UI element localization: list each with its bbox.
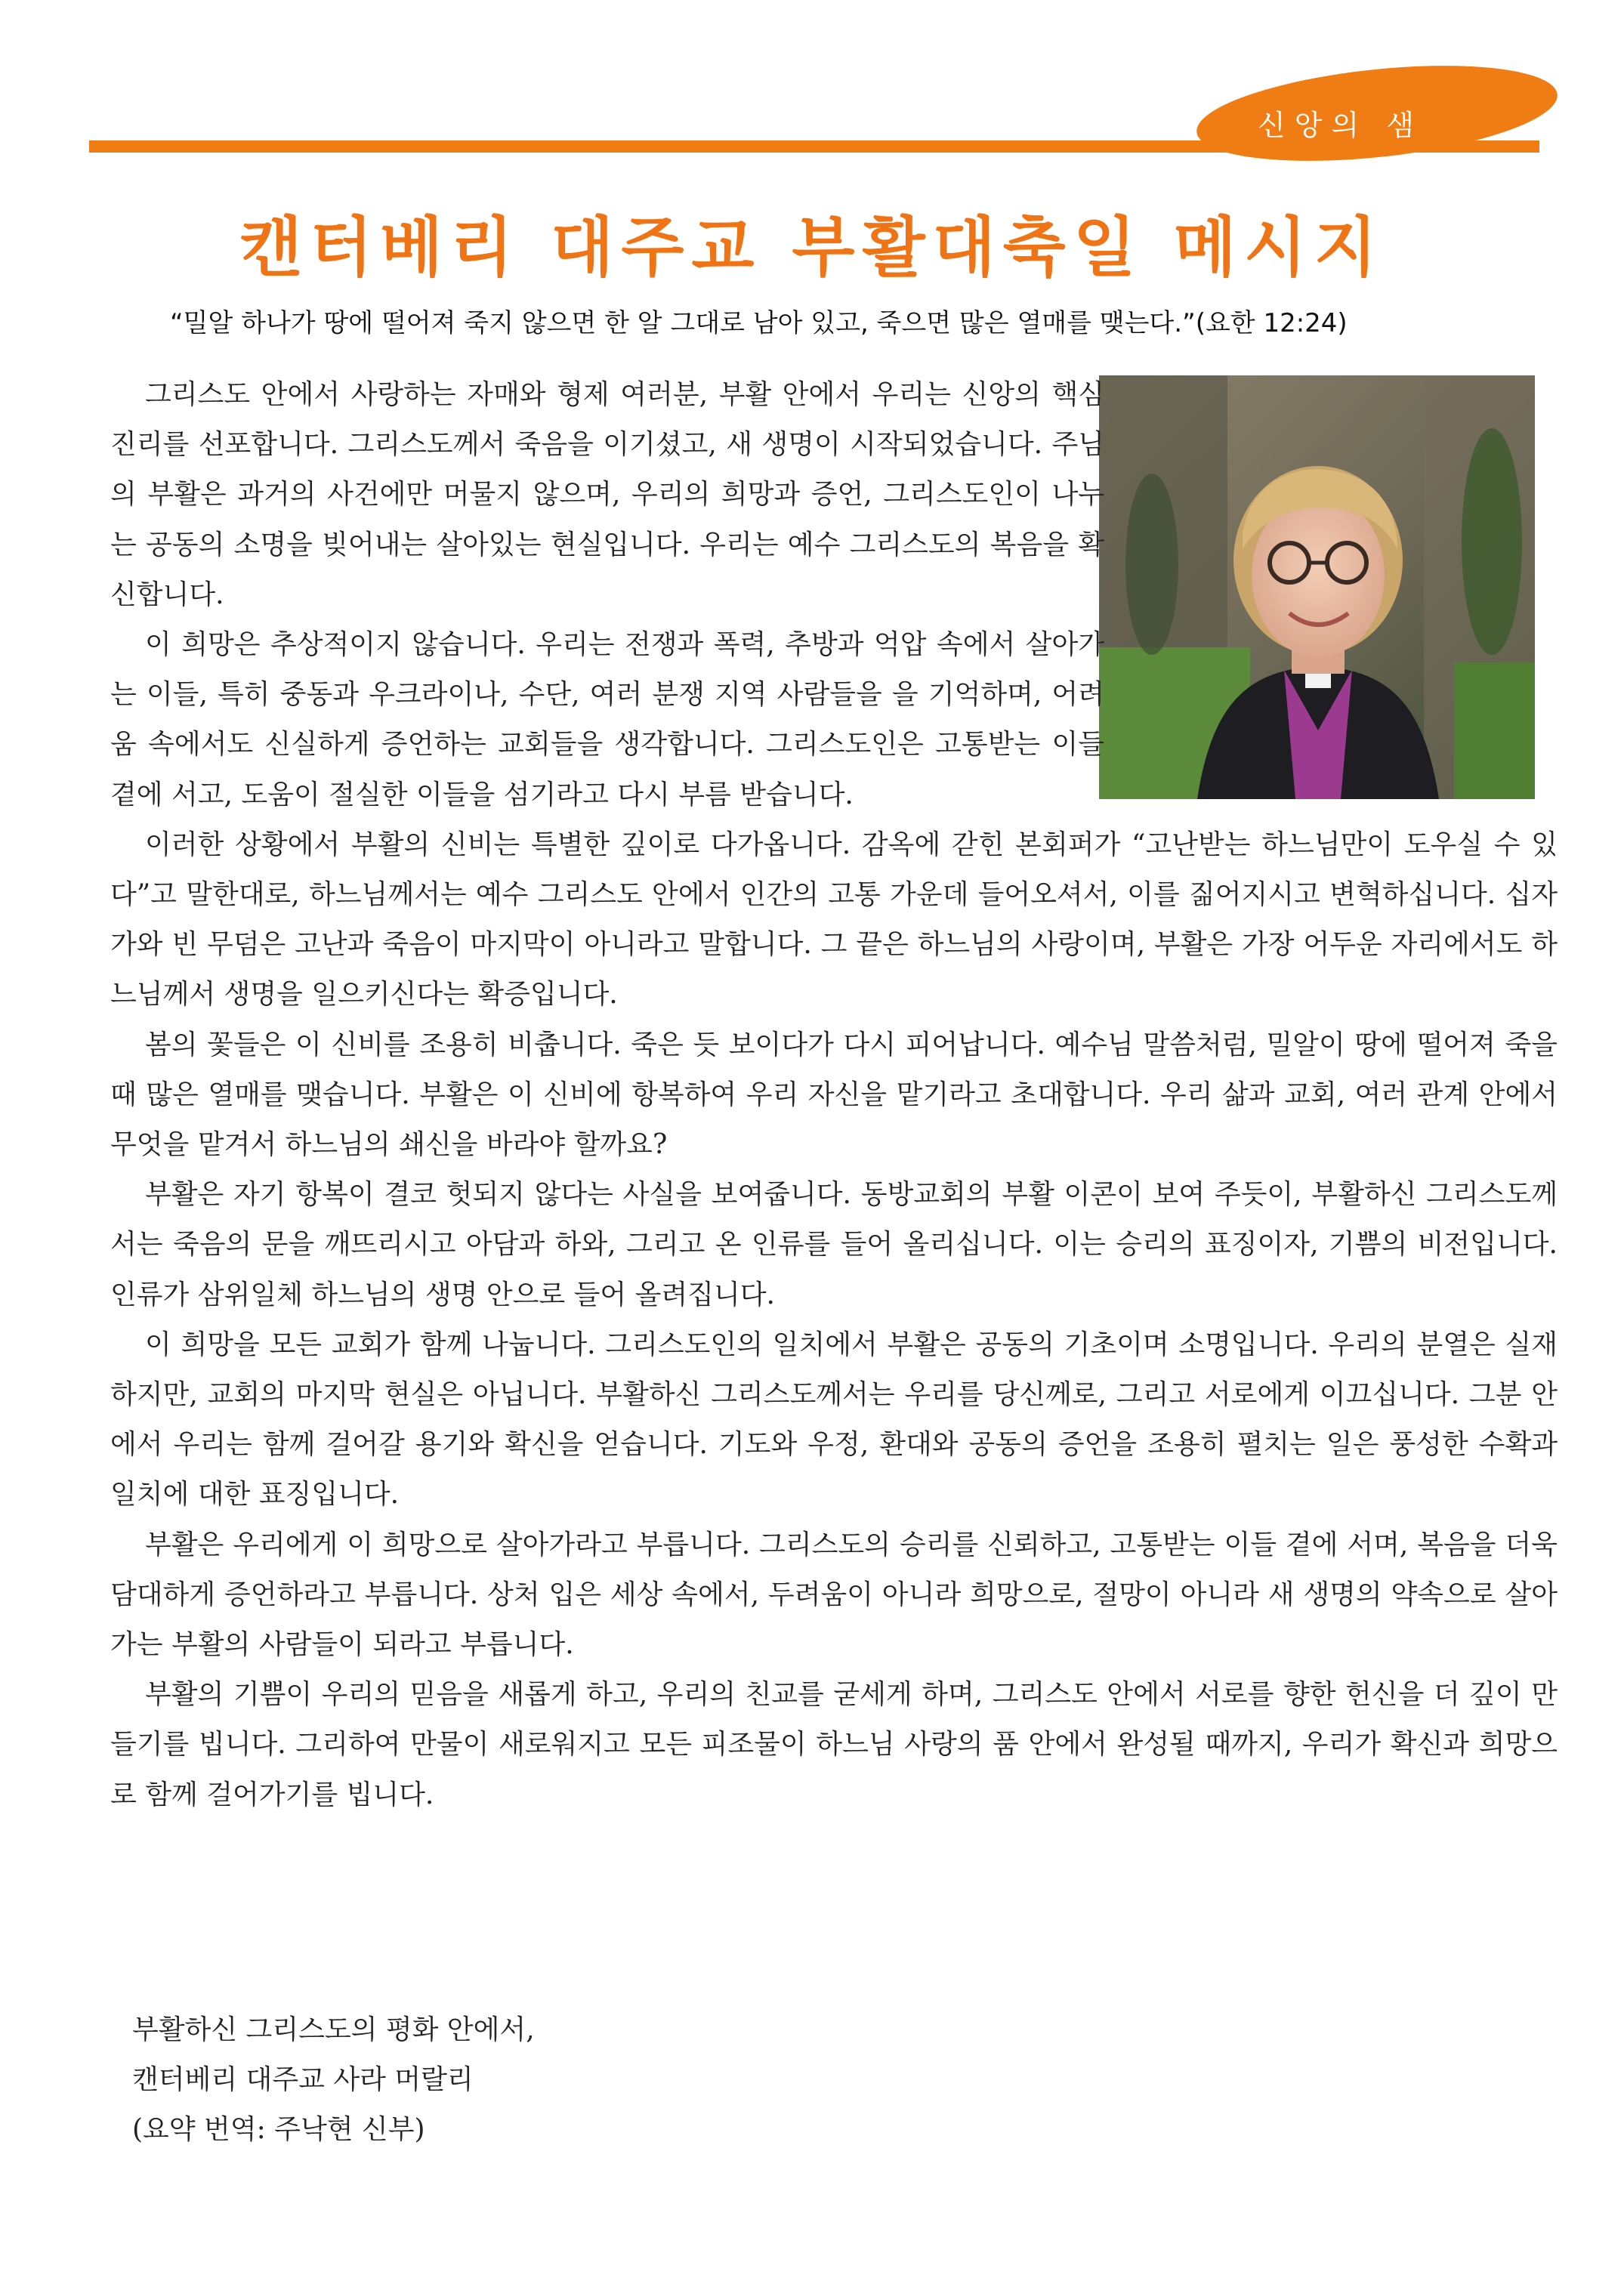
epigraph-quote: “밀알 하나가 땅에 떨어져 죽지 않으면 한 알 그대로 남아 있고, 죽으면 많은 열매를 맺는다.”(요한 12:24): [170, 308, 1348, 338]
page-title: 캔터베리 대주교 부활대축일 메시지: [239, 210, 1385, 286]
section-label: 신앙의 샘: [1258, 109, 1423, 142]
signoff-author: 캔터베리 대주교 사라 머랄리: [132, 2064, 474, 2095]
paragraph: 이러한 상황에서 부활의 신비는 특별한 깊이로 다가옵니다. 감옥에 갇힌 본회퍼가 “고난받는 하느님만이 도우실 수 있다”고 말한대로, 하느님께서는 예수 그리스도 안에서 인간의 고통 가운데 들어오셔서, 이를 짊어지시고 변혁하십니다. 십자가와 빈 무덤은 고난과 죽음이 마지막이 아니라고 말합니다. 그 끝은 하느님의 사랑이며, 부활은 가장 어두운 자리에서도 하느님께서 생명을 일으키신다는 확증입니다.: [110, 829, 1558, 1011]
paragraph: 부활의 기쁨이 우리의 믿음을 새롭게 하고, 우리의 친교를 굳세게 하며, 그리스도 안에서 서로를 향한 헌신을 더 깊이 만들기를 빕니다. 그리하여 만물이 새로워지고 모든 피조물이 하느님 사랑의 품 안에서 완성될 때까지, 우리가 확신과 희망으로 함께 걸어가기를 빕니다.: [110, 1679, 1558, 1810]
signoff-translator: (요약 번역: 주낙현 신부): [132, 2114, 425, 2145]
paragraph: 이 희망을 모든 교회가 함께 나눕니다. 그리스도인의 일치에서 부활은 공동의 기초이며 소명입니다. 우리의 분열은 실재하지만, 교회의 마지막 현실은 아닙니다. 부활하신 그리스도께서는 우리를 당신께로, 그리고 서로에게 이끄십니다. 그분 안에서 우리는 함께 걸어갈 용기와 확신을 얻습니다. 기도와 우정, 환대와 공동의 증언을 조용히 펼치는 일은 풍성한 수확과 일치에 대한 표징입니다.: [110, 1329, 1558, 1511]
article-body: [110, 370, 1558, 1820]
signature-block: [132, 2005, 535, 2155]
paragraph: 부활은 자기 항복이 결코 헛되지 않다는 사실을 보여줍니다. 동방교회의 부활 이콘이 보여 주듯이, 부활하신 그리스도께서는 죽음의 문을 깨뜨리시고 아담과 하와, 그리고 온 인류를 들어 올리십니다. 이는 승리의 표징이자, 기쁨의 비전입니다. 인류가 삼위일체 하느님의 생명 안으로 들어 올려집니다.: [110, 1179, 1558, 1310]
paragraph: 이 희망은 추상적이지 않습니다. 우리는 전쟁과 폭력, 추방과 억압 속에서 살아가는 이들, 특히 중동과 우크라이나, 수단, 여러 분쟁 지역 사람들을 을 기억하며, 어려움 속에서도 신실하게 증언하는 교회들을 생각합니다. 그리스도인은 고통받는 이들 곁에 서고, 도움이 절실한 이들을 섬기라고 다시 부름 받습니다.: [110, 629, 1104, 810]
paragraph: 그리스도 안에서 사랑하는 자매와 형제 여러분, 부활 안에서 우리는 신앙의 핵심 진리를 선포합니다. 그리스도께서 죽음을 이기셨고, 새 생명이 시작되었습니다. 주님의 부활은 과거의 사건에만 머물지 않으며, 우리의 희망과 증언, 그리스도인이 나누는 공동의 소명을 빚어내는 살아있는 현실입니다. 우리는 예수 그리스도의 복음을 확신합니다.: [110, 379, 1104, 610]
paragraph: 부활은 우리에게 이 희망으로 살아가라고 부릅니다. 그리스도의 승리를 신뢰하고, 고통받는 이들 곁에 서며, 복음을 더욱 담대하게 증언하라고 부릅니다. 상처 입은 세상 속에서, 두려움이 아니라 희망으로, 절망이 아니라 새 생명의 약속으로 살아가는 부활의 사람들이 되라고 부릅니다.: [110, 1529, 1558, 1661]
signoff-greeting: 부활하신 그리스도의 평화 안에서,: [132, 2014, 535, 2045]
paragraph: 봄의 꽃들은 이 신비를 조용히 비춥니다. 죽은 듯 보이다가 다시 피어납니다. 예수님 말씀처럼, 밀알이 땅에 떨어져 죽을 때 많은 열매를 맺습니다. 부활은 이 신비에 항복하여 우리 자신을 맡기라고 초대합니다. 우리 삶과 교회, 여러 관계 안에서 무엇을 맡겨서 하느님의 쇄신을 바라야 할까요?: [110, 1029, 1558, 1161]
photo-space: [1104, 370, 1558, 816]
